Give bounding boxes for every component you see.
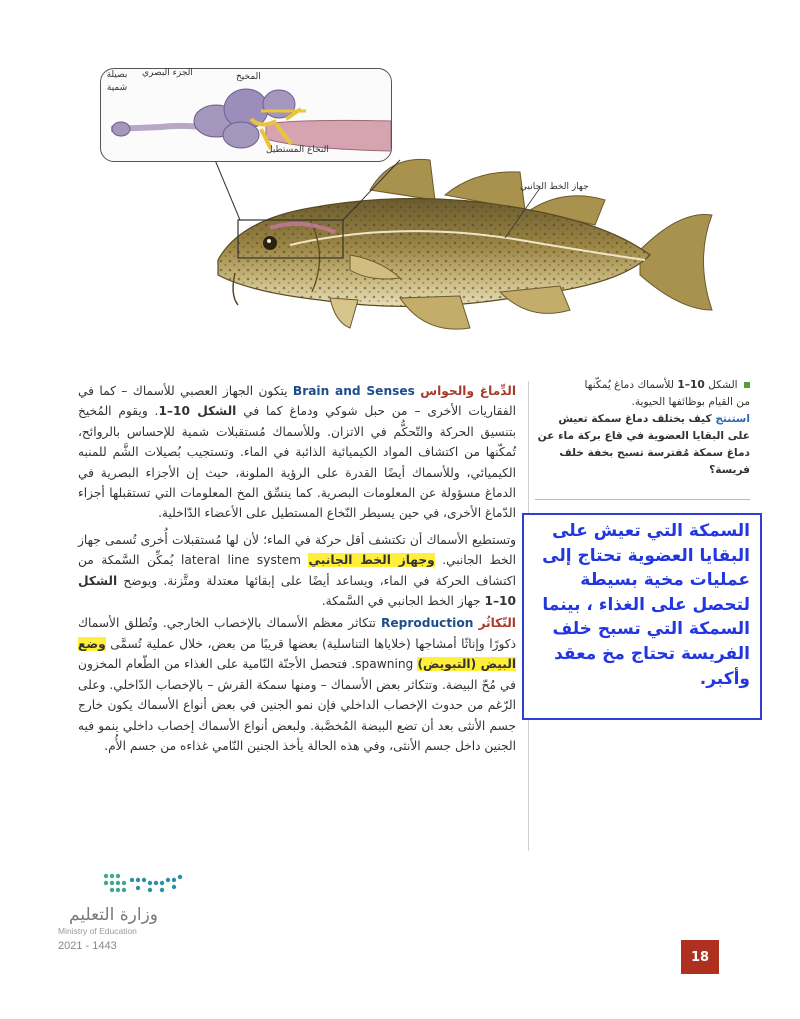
- ministry-name-ar: وزارة التعليم: [69, 905, 158, 925]
- label-optic-lobe: الجزء البصري: [142, 68, 193, 78]
- heading-brain-senses-en: Brain and Senses: [292, 384, 415, 398]
- term-lateral-line-en: lateral line system: [173, 553, 309, 568]
- caption-line-1: الشكل 10–1 للأسماك دماغ يُمكّنها: [535, 377, 750, 394]
- figure-reference: الشكل 10–1: [158, 404, 237, 419]
- figure-reference: الشكل 10–1: [78, 573, 516, 609]
- paragraph-lateral-line: وتستطيع الأسماك أن تكتشف أقل حركة في الماء؛ لأن لها مُستقبلات أُخرى تُسمى جهاز الخط الجانبي. وجهاز الخط الجانبي lateral line system يُمكِّن السَّمكة من اكتشاف الحركة في الماء، ويساعد أيضًا على إبقائها معتدلة ومتَّزنة. ويوضح الشكل 10–1 جهاز الخط الجانبي في السَّمكة.: [78, 532, 516, 609]
- label-cerebellum: المخيخ: [236, 72, 261, 82]
- ministry-name-en: Ministry of Education: [58, 926, 137, 936]
- term-spawning-en: spawning: [355, 657, 418, 672]
- paragraph-brain-senses: الدِّماغ والحواس Brain and Senses يتكون الجهاز العصبي للأسماك – كما في الفقاريات الأخرى – من حبل شوكي ودماغ كما في الشكل 10–1. ويقوم المُخيخ بتنسيق الحركة والتّحكُّم في الاتزان. وللأسماك مُستقبلات شمية للإحساس بالروائح، تُمكّنها من اكتشاف المواد الكيميائية الذائبة في الماء. وتستجيب بُصيلات الشَّم للمنبه الكيميائي، وللأسماك أيضًا القدرة على الرؤية الملونة، حيث إن الأجزاء البصرية في الدماغ مسؤولة عن المعلومات البصرية. كما ينسِّق المخ المعلومات التي تستقبلها أجزاء الدّماغ الأخرى، في حين يسيطر النّخاع المستطيل على الأعضاء الدّاخلية.: [78, 384, 517, 521]
- heading-brain-senses-ar: الدِّماغ والحواس: [420, 384, 517, 398]
- caption-bullet-icon: [744, 382, 750, 388]
- figure-caption: [535, 377, 750, 479]
- main-text-column: [78, 381, 516, 756]
- label-medulla: النخاع المستطيل: [266, 145, 329, 155]
- heading-reproduction-ar: التّكاثُر: [478, 616, 516, 631]
- paragraph-reproduction: التّكاثُر Reproduction تتكاثر معظم الأسماك بالإخصاب الخارجي. وتُطلق الأسماك ذكورًا وإناثًا أمشاجها (خلاياها التناسلية) بعضها قريبًا من بعض، خلال عملية تُسمَّى وضع البيض (التبويض) spawning. فتحصل الأجنّة النّامية على الغذاء من الطّعام المخزون في مُحّ البيضة. وتتكاثر بعض الأسماك – ومنها سمكة القرش – بالإخصاب الدّاخلي. وعلى الرّغم من حدوث الإخصاب الداخلي فإن نمو الجنين في بعض أنواع الأسماك يكون خارج جسم الأنثى بعد أن تضع البيضة المُخصَّبة. ولبعض أنواع الأسماك إخصاب داخلي ينمو فيه الجنين داخل جسم الأنثى، وفي هذه الحالة يأخذ الجنين النّامي غذاءه من جسم الأُم.: [78, 616, 517, 753]
- ministry-logo-icon: [98, 868, 198, 904]
- label-lateral-line: جهاز الخط الجانبي: [520, 182, 589, 192]
- academic-year: 2021 - 1443: [58, 940, 117, 952]
- fish-figure: [106, 60, 720, 360]
- brain-callout: [100, 68, 392, 162]
- ministry-logo: [98, 868, 198, 904]
- infer-label: استنتج: [715, 413, 750, 425]
- heading-reproduction-en: Reproduction: [380, 616, 474, 631]
- page-number-badge: [681, 940, 719, 974]
- answer-box: [522, 513, 762, 720]
- page-number: 18: [690, 949, 710, 965]
- caption-underline: [535, 499, 750, 500]
- caption-inference: استنتج كيف يختلف دماغ سمكة تعيش على البقايا العضوية في قاع بركة ماء عن دماغ سمكة مُفترسة تسبح بخفة خلف فريسة؟: [537, 413, 750, 476]
- answer-text: السمكة التي تعيش على البقايا العضوية تحتاج إلى عمليات مخية بسيطة لتحصل على الغذاء ، بينما السمكة التي تسبح خلف الفريسة تحتاج مخ معقد وأكبر.: [542, 521, 750, 689]
- term-spawning-ar: وضع البيض (التبويض): [78, 636, 517, 672]
- term-lateral-line-ar: وجهاز الخط الجانبي: [308, 553, 435, 568]
- brain-diagram: [101, 69, 391, 161]
- label-olfactory-bulb: بصيلة شمية: [106, 70, 128, 93]
- caption-line-2: من القيام بوظائفها الحيوية.: [631, 396, 750, 408]
